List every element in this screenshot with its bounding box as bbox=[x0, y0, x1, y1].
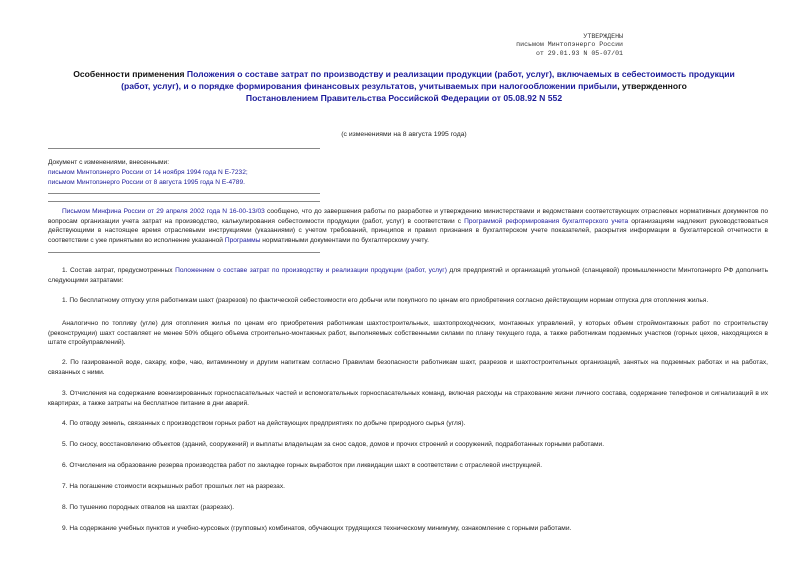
paragraph-5 bbox=[48, 389, 768, 408]
changes-header: Документ с изменениями, внесенными: bbox=[48, 159, 170, 166]
divider bbox=[48, 252, 320, 253]
paragraph-11 bbox=[48, 524, 768, 534]
paragraph-2 bbox=[48, 296, 768, 306]
edition-note: (с изменениями на 8 августа 1995 года) bbox=[341, 131, 467, 138]
notice-link-minfin[interactable]: Письмом Минфина России от 29 апреля 2002 года N 16-00-13/03 bbox=[62, 208, 265, 215]
changes-block bbox=[48, 158, 248, 188]
notice-text-2: организациям надлежит руководствоваться действующими в настоящее время отраслевыми инструкциями (указаниями) с учетом требований, принципов и правил признания в бухгалтерском учете показателей, раскрытия информации в бухгалтерской отчетности в соответствии с уже принятыми во исполнение указанной bbox=[48, 217, 768, 244]
title-link-regulation[interactable]: Положения о составе затрат по производству и реализации продукции (работ, услуг), включаемых в себестоимость продукции (работ, услуг), и о порядке формирования финансовых результатов, учитываемых при налогообложении прибыли bbox=[121, 69, 735, 92]
approval-stamp bbox=[516, 33, 623, 58]
divider bbox=[48, 201, 320, 202]
notice-text-3: нормативными документами по бухгалтерскому учету. bbox=[260, 236, 429, 244]
notice-link-program[interactable]: Программой реформирования бухгалтерского учета bbox=[464, 217, 629, 225]
paragraph-6 bbox=[48, 419, 768, 429]
title-link-decree[interactable]: Постановлением Правительства Российской Федерации от 05.08.92 N 552 bbox=[245, 93, 563, 104]
paragraph-1-text-a: 1. Состав затрат, предусмотренных bbox=[62, 267, 176, 274]
paragraph-10 bbox=[48, 503, 768, 513]
paragraph-2-text: 1. По бесплатному отпуску угля работникам шахт (разрезов) по фактической себестоимости его добычи или покупного по ценам его приобретения согласно действующим нормам отпуска для отопления жилья. bbox=[62, 297, 709, 304]
approval-line-1: УТВЕРЖДЕНЫ bbox=[583, 33, 623, 40]
paragraph-11-text: 9. На содержание учебных пунктов и учебно-курсовых (групповых) комбинатов, обучающих трудящихся техническому минимуму, ознакомление с горными работами. bbox=[62, 525, 572, 532]
paragraph-1-text-b: для предприятий и организаций угольной (сланцевой) промышленности Минтопэнерго РФ дополнить следующими затратами: bbox=[48, 267, 769, 284]
approval-line-3: от 29.01.93 N 05-07/01 bbox=[535, 49, 623, 57]
notice-text-1: сообщено, что до завершения работы по разработке и утверждению министерствами и ведомствами соответствующих отраслевых нормативных документов по вопросам организации учета затрат на производство, калькулирования себестоимости продукции (работ, услуг) в соответствии с bbox=[48, 208, 768, 225]
title-prefix: Особенности применения bbox=[73, 69, 187, 79]
paragraph-3 bbox=[48, 319, 768, 348]
paragraph-4 bbox=[48, 358, 768, 377]
notice-block bbox=[48, 207, 768, 245]
paragraph-1 bbox=[48, 266, 768, 285]
divider bbox=[48, 193, 320, 194]
paragraph-6-text: 4. По отводу земель, связанных с производством горных работ на действующих предприятиях по добыче природного сырья (угля). bbox=[62, 420, 466, 427]
change-link-2[interactable]: письмом Минтопэнерго России от 8 августа 1995 года N Е-4789. bbox=[48, 179, 245, 186]
paragraph-5-text: 3. Отчисления на содержание военизированных горноспасательных частей и вспомогательных горноспасательных команд, включая расходы на страхование жизни личного состава, содержание телефонов и сигнализаций в их квартирах, а также затраты на бесплатное питание в дни аварий. bbox=[48, 390, 768, 407]
divider bbox=[48, 148, 320, 149]
paragraph-3-text: Аналогично по топливу (угле) для отопления жилья по ценам его приобретения работникам шахтостроительных, шахтопроходческих, монтажных управлений, у которых объем строймонтажных работ по строительству (реконструкции) шахт составляет не менее 50% общего объема строительно-монтажных работ, выполняемых собственными силами по плану текущего года, а также работникам подземных участков (горных цехов, находящихся в штате стройуправлений). bbox=[48, 320, 768, 347]
paragraph-8 bbox=[48, 461, 768, 471]
paragraph-4-text: 2. По газированной воде, сахару, кофе, чаю, витаминному и другим напиткам согласно Правилам безопасности работникам шахт, разрезов и шахтостроительных организаций, занятых на подземных работах и на работах, связанных с ними. bbox=[48, 359, 768, 376]
paragraph-7 bbox=[48, 440, 768, 450]
title-mid: , утвержденного bbox=[617, 81, 687, 92]
approval-line-2: письмом Минтопэнерго России bbox=[516, 41, 623, 49]
document-title bbox=[60, 68, 748, 105]
notice-link-program-2[interactable]: Программы bbox=[224, 236, 261, 244]
change-link-1[interactable]: письмом Минтопэнерго России от 14 ноября 1994 года N Е-7232; bbox=[48, 169, 248, 176]
paragraph-9-text: 7. На погашение стоимости вскрышных работ прошлых лет на разрезах. bbox=[62, 483, 285, 490]
paragraph-9 bbox=[48, 482, 768, 492]
paragraph-8-text: 6. Отчисления на образование резерва производства работ по закладке горных выработок при ликвидации шахт в соответствии с отраслевой инструкцией. bbox=[62, 462, 543, 469]
paragraph-7-text: 5. По сносу, восстановлению объектов (зданий, сооружений) и выплаты владельцам за снос садов, домов и прочих строений и сооружений, подработанных горными работами. bbox=[62, 441, 605, 448]
paragraph-1-link-regulation[interactable]: Положением о составе затрат по производству и реализации продукции (работ, услуг) bbox=[175, 267, 447, 274]
paragraph-10-text: 8. По тушению породных отвалов на шахтах (разрезах). bbox=[62, 504, 235, 511]
